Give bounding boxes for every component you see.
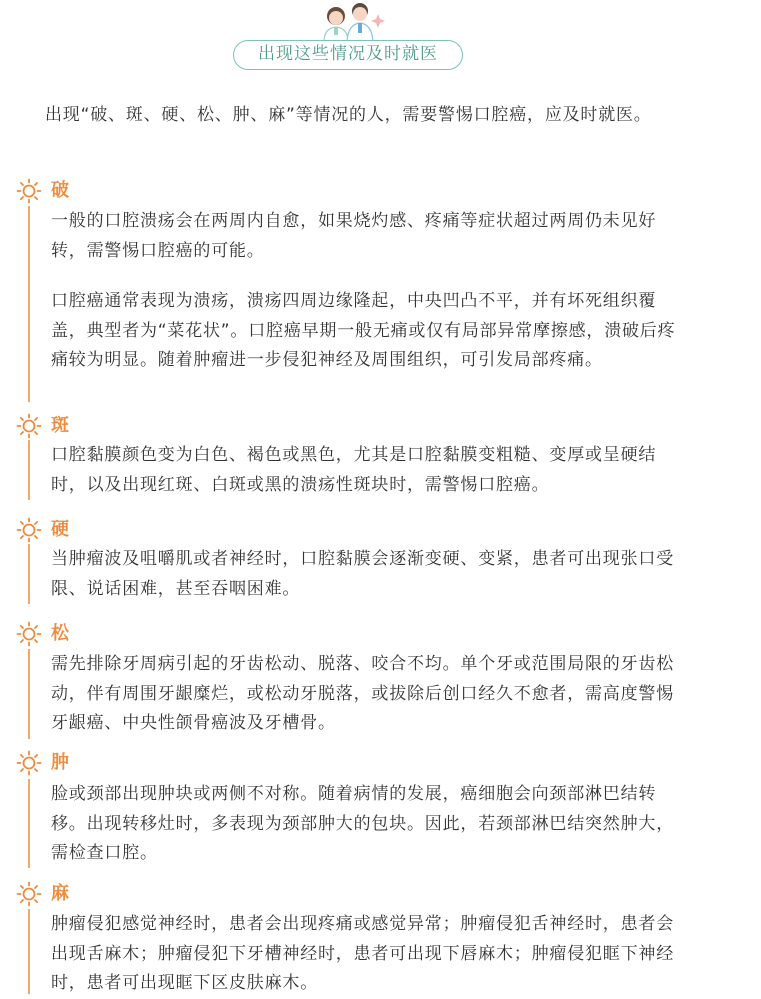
section-paragraph: 脸或颈部出现肿块或两侧不对称。随着病情的发展，癌细胞会向颈部淋巴结转移。出现转移灶时，多表现为颈部肿大的包块。因此，若颈部淋巴结突然肿大，需检查口腔。 — [51, 784, 674, 863]
section-paragraph: 口腔黏膜颜色变为白色、褐色或黑色，尤其是口腔黏膜变粗糙、变厚或呈硬结时，以及出现红斑、白斑或黑的溃疡性斑块时，需警惕口腔癌。 — [51, 445, 657, 495]
section-title: 肿 — [51, 752, 69, 773]
header — [0, 0, 761, 80]
section-paragraph: 当肿瘤波及咀嚼肌或者神经时，口腔黏膜会逐渐变硬、变紧，患者可出现张口受限、说话困难，甚至吞咽困难。 — [51, 549, 674, 599]
page-title: 出现这些情况及时就医 — [233, 40, 463, 70]
section-divider-line — [28, 779, 30, 868]
section-divider-line — [28, 649, 30, 739]
doctor-mascot-icon — [314, 0, 388, 42]
sun-icon — [16, 413, 42, 439]
section-title: 硬 — [51, 519, 69, 540]
section-title: 破 — [51, 180, 69, 201]
sun-icon — [16, 621, 42, 647]
section-divider-line — [28, 206, 30, 402]
section-paragraph: 口腔癌通常表现为溃疡，溃疡四周边缘隆起，中央凹凸不平，并有坏死组织覆盖，典型者为“菜花状”。口腔癌早期一般无痛或仅有局部异常摩擦感，溃破后疼痛较为明显。随着肿瘤进一步侵犯神经及周围组织，可引发局部疼痛。 — [51, 291, 676, 370]
section-divider-line — [28, 440, 30, 500]
section-title: 斑 — [51, 415, 69, 436]
sun-icon — [16, 881, 42, 907]
sun-icon — [16, 517, 42, 543]
section-divider-line — [28, 544, 30, 604]
sun-icon — [16, 750, 42, 776]
section-paragraph: 需先排除牙周病引起的牙齿松动、脱落、咬合不均。单个牙或范围局限的牙齿松动，伴有周围牙龈糜烂，或松动牙脱落，或拔除后创口经久不愈者，需高度警惕牙龈癌、中央性颌骨癌波及牙槽骨。 — [51, 654, 674, 733]
section-divider-line — [28, 909, 30, 994]
intro-paragraph: 出现“破、斑、硬、松、肿、麻”等情况的人，需要警惕口腔癌，应及时就医。 — [45, 105, 652, 125]
sun-icon — [16, 178, 42, 204]
section-paragraph: 一般的口腔溃疡会在两周内自愈，如果烧灼感、疼痛等症状超过两周仍未见好转，需警惕口腔癌的可能。 — [51, 211, 657, 261]
section-title: 松 — [51, 623, 69, 644]
section-title: 麻 — [51, 883, 69, 904]
section-paragraph: 肿瘤侵犯感觉神经时，患者会出现疼痛或感觉异常；肿瘤侵犯舌神经时，患者会出现舌麻木；肿瘤侵犯下牙槽神经时，患者可出现下唇麻木；肿瘤侵犯眶下神经时，患者可出现眶下区皮肤麻木。 — [51, 914, 674, 993]
